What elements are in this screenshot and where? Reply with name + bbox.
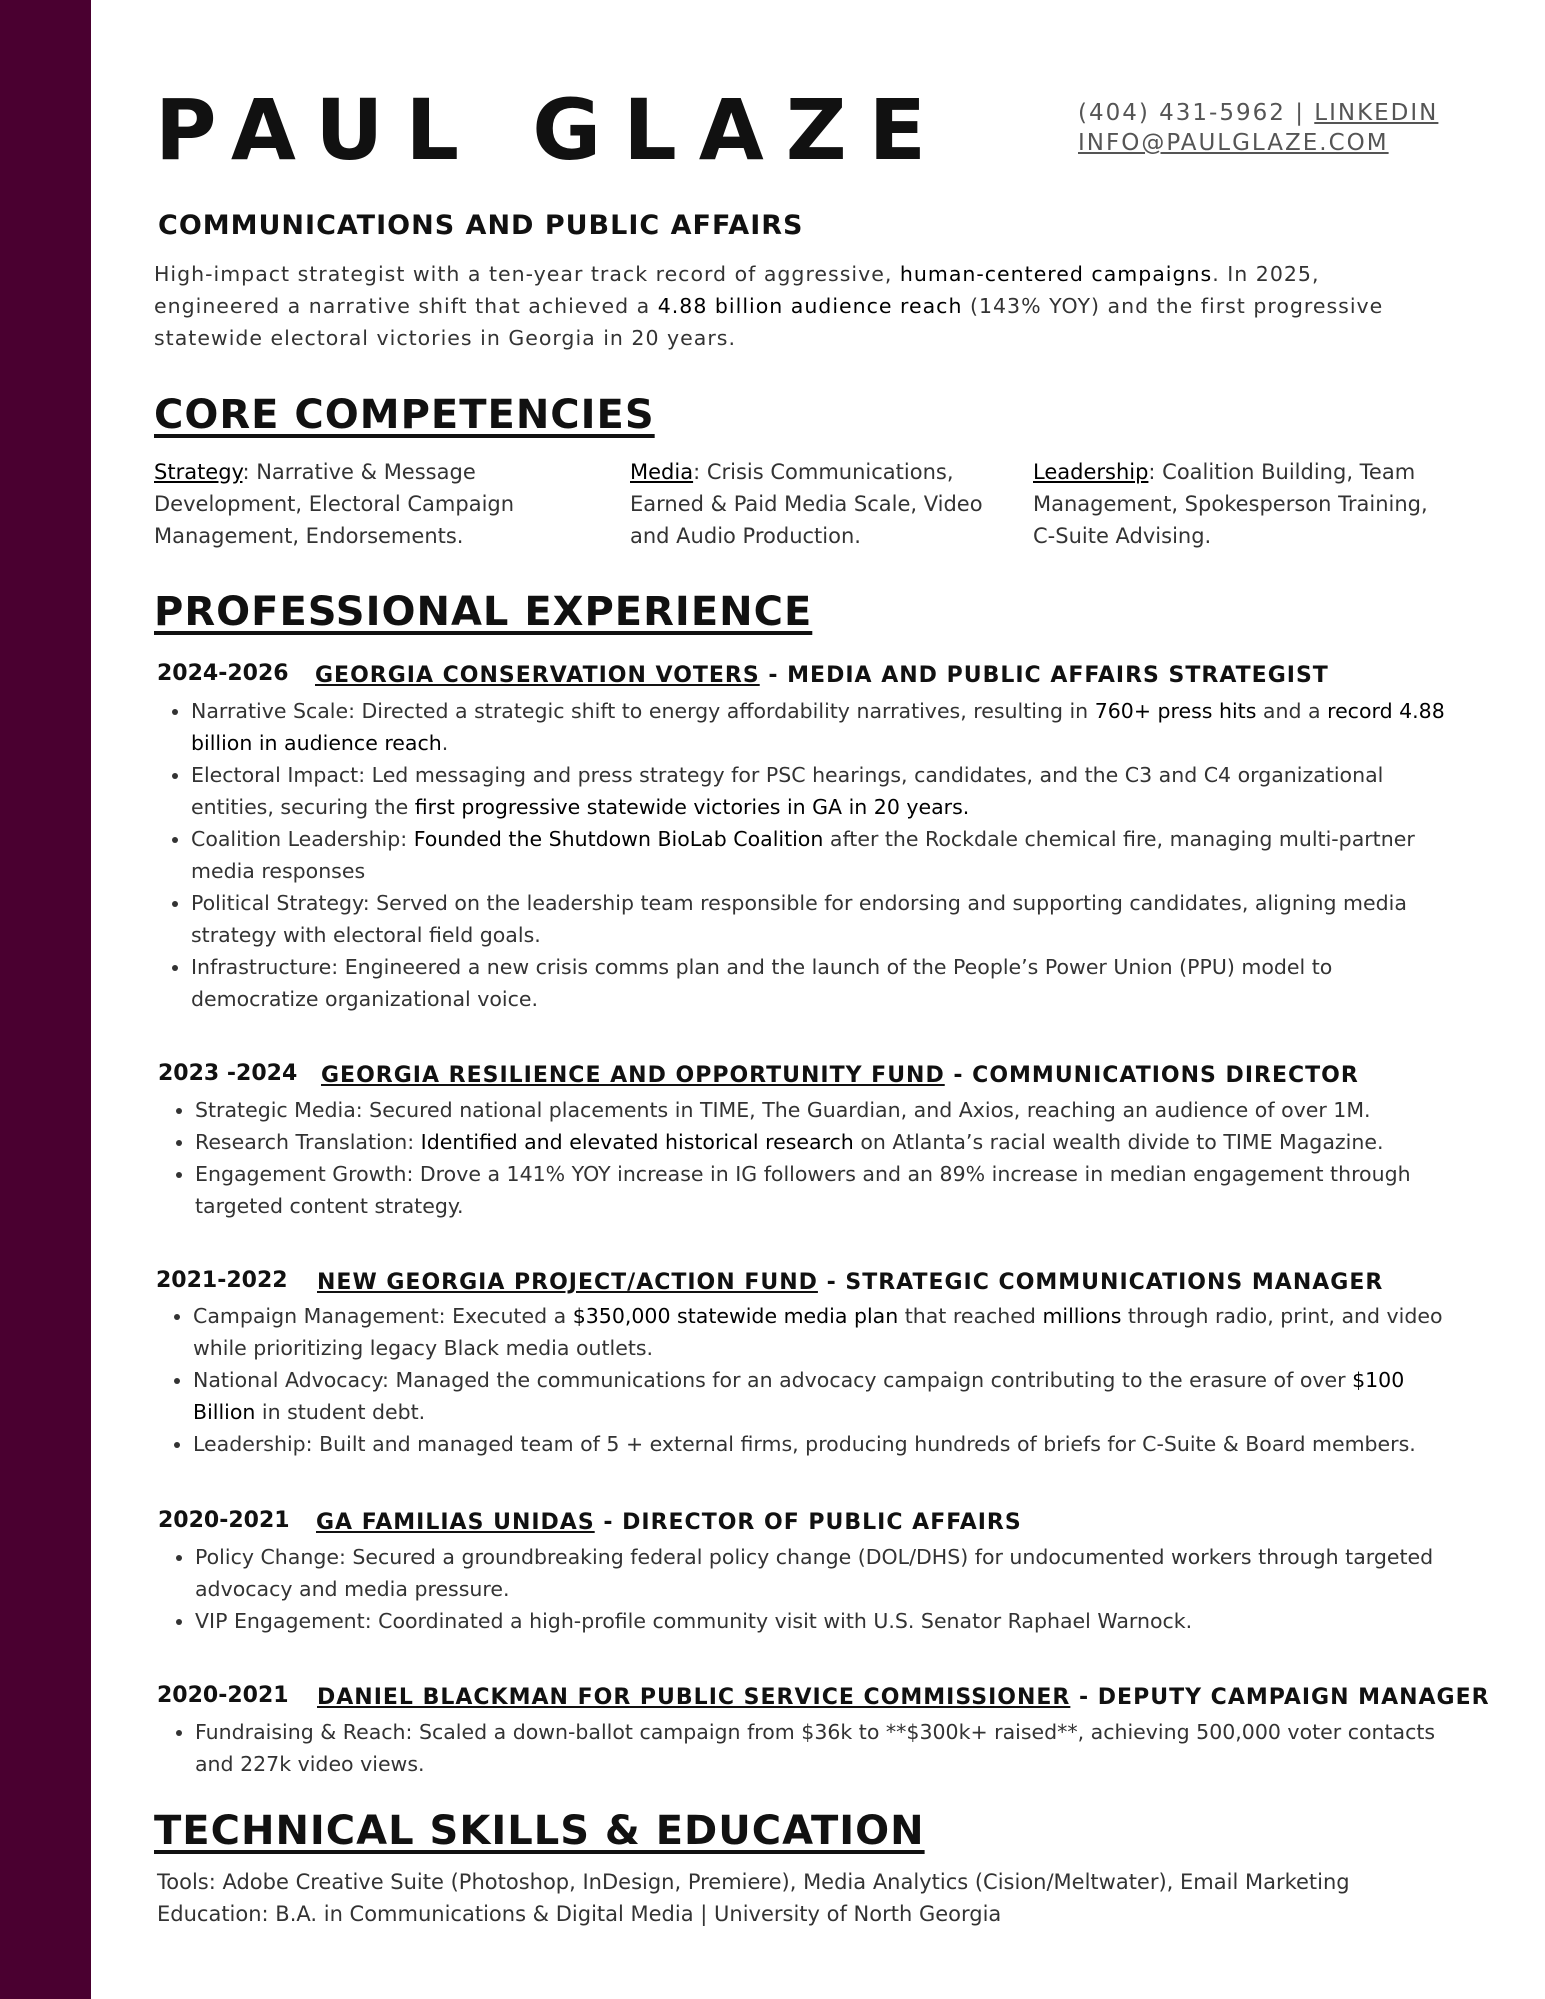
competency-label: Strategy <box>154 460 243 484</box>
summary-highlight: 4.88 billion audience reach <box>657 294 963 318</box>
list-item: • Engagement Growth: Drove a 141% YOY increase in IG followers and an 89% increase in median engagement through targeted content strategy. <box>195 1158 1449 1222</box>
list-item: • Political Strategy: Served on the leadership team responsible for endorsing and supporting candidates, aligning media strategy with electoral field goals. <box>191 887 1445 951</box>
candidate-name: PAUL GLAZE <box>155 81 949 179</box>
job-organization: DANIEL BLACKMAN FOR PUBLIC SERVICE COMMISSIONER <box>317 1685 1071 1710</box>
job-organization: NEW GEORGIA PROJECT/ACTION FUND <box>317 1270 818 1295</box>
summary-text: . In 2025, engineered a narrative shift that achieved a <box>154 262 1320 318</box>
job-dates: 2020-2021 <box>157 1683 289 1708</box>
competency-text: Crisis Communications, Earned & Paid Media Scale, Video and Audio Production. <box>630 460 983 548</box>
linkedin-link[interactable]: LINKEDIN <box>1314 100 1439 126</box>
competency-label: Media <box>630 460 694 484</box>
phone-number: (404) 431-5962 <box>1078 100 1286 126</box>
job-organization: GEORGIA RESILIENCE AND OPPORTUNITY FUND <box>321 1063 945 1088</box>
list-item: • Leadership: Built and managed team of 5 + external firms, producing hundreds of briefs for C-Suite & Board members. <box>193 1428 1447 1460</box>
job-bullets <box>159 1716 1449 1780</box>
job-bullets <box>157 1300 1447 1460</box>
job-role: - COMMUNICATIONS DIRECTOR <box>944 1063 1359 1088</box>
competency-text: Coalition Building, Team Management, Spokesperson Training, C-Suite Advising. <box>1033 460 1428 548</box>
competency-colon: : <box>242 460 250 484</box>
sidebar-accent-bar <box>0 0 91 1999</box>
list-item: • Fundraising & Reach: Scaled a down-ballot campaign from $36k to **$300k+ raised**, achieving 500,000 voter contacts and 227k video views. <box>195 1716 1449 1780</box>
summary-text: (143% YOY) and the first progressive statewide electoral victories in Georgia in 20 years. <box>154 294 1384 350</box>
job-dates: 2024-2026 <box>157 661 289 686</box>
job-bullets <box>159 1541 1449 1637</box>
email-link[interactable]: INFO@PAULGLAZE.COM <box>1078 130 1389 156</box>
list-item: • VIP Engagement: Coordinated a high-profile community visit with U.S. Senator Raphael Warnock. <box>195 1605 1449 1637</box>
list-item: • Strategic Media: Secured national placements in TIME, The Guardian, and Axios, reaching an audience of over 1M. <box>195 1094 1449 1126</box>
list-item: • Electoral Impact: Led messaging and press strategy for PSC hearings, candidates, and the C3 and C4 organizational entities, securing the first progressive statewide victories in GA in 20 years. <box>191 759 1445 823</box>
list-item: • Coalition Leadership: Founded the Shutdown BioLab Coalition after the Rockdale chemical fire, managing multi-partner media responses <box>191 823 1445 887</box>
job-role: - DEPUTY CAMPAIGN MANAGER <box>1070 1685 1490 1710</box>
job-bullets <box>155 695 1445 1015</box>
education-line: Education: B.A. in Communications & Digital Media | University of North Georgia <box>157 1902 1002 1926</box>
list-item: • National Advocacy: Managed the communications for an advocacy campaign contributing to the erasure of over $100 Billion in student debt. <box>193 1364 1447 1428</box>
contact-info <box>1078 98 1438 158</box>
job-dates: 2020-2021 <box>158 1508 290 1533</box>
competency-colon: : <box>693 460 701 484</box>
competency-text: Narrative & Message Development, Electoral Campaign Management, Endorsements. <box>154 460 515 548</box>
summary-paragraph <box>154 258 1444 354</box>
job-dates: 2021-2022 <box>156 1268 288 1293</box>
professional-title: COMMUNICATIONS AND PUBLIC AFFAIRS <box>158 210 804 241</box>
tools-line: Tools: Adobe Creative Suite (Photoshop, InDesign, Premiere), Media Analytics (Cision/Meltwater), Email Marketing <box>157 1870 1350 1894</box>
technical-skills-block <box>157 1866 1350 1930</box>
job-role: - STRATEGIC COMMUNICATIONS MANAGER <box>817 1270 1384 1295</box>
competency-media <box>630 456 1020 552</box>
job-role: - MEDIA AND PUBLIC AFFAIRS STRATEGIST <box>759 663 1329 688</box>
professional-experience-heading: PROFESSIONAL EXPERIENCE <box>154 589 813 635</box>
job-role: - DIRECTOR OF PUBLIC AFFAIRS <box>594 1510 1022 1535</box>
list-item: • Research Translation: Identified and elevated historical research on Atlanta’s racial wealth divide to TIME Magazine. <box>195 1126 1449 1158</box>
job-dates: 2023 -2024 <box>158 1061 298 1086</box>
job-bullets <box>159 1094 1449 1222</box>
list-item: • Narrative Scale: Directed a strategic shift to energy affordability narratives, resulting in 760+ press hits and a record 4.88 billion in audience reach. <box>191 695 1445 759</box>
core-competencies-heading: CORE COMPETENCIES <box>154 392 655 438</box>
list-item: • Infrastructure: Engineered a new crisis comms plan and the launch of the People’s Power Union (PPU) model to democratize organizational voice. <box>191 951 1445 1015</box>
summary-text: High-impact strategist with a ten-year track record of aggressive, <box>154 262 900 286</box>
competency-label: Leadership <box>1033 460 1149 484</box>
contact-separator: | <box>1285 100 1315 126</box>
summary-highlight: human-centered campaigns <box>899 262 1213 286</box>
job-organization: GEORGIA CONSERVATION VOTERS <box>315 663 760 688</box>
list-item: • Campaign Management: Executed a $350,000 statewide media plan that reached millions through radio, print, and video while prioritizing legacy Black media outlets. <box>193 1300 1447 1364</box>
competency-strategy <box>154 456 574 552</box>
competency-colon: : <box>1148 460 1156 484</box>
technical-skills-heading: TECHNICAL SKILLS & EDUCATION <box>154 1808 925 1854</box>
job-organization: GA FAMILIAS UNIDAS <box>316 1510 595 1535</box>
list-item: • Policy Change: Secured a groundbreaking federal policy change (DOL/DHS) for undocumented workers through targeted advocacy and media pressure. <box>195 1541 1449 1605</box>
competency-leadership <box>1033 456 1453 552</box>
